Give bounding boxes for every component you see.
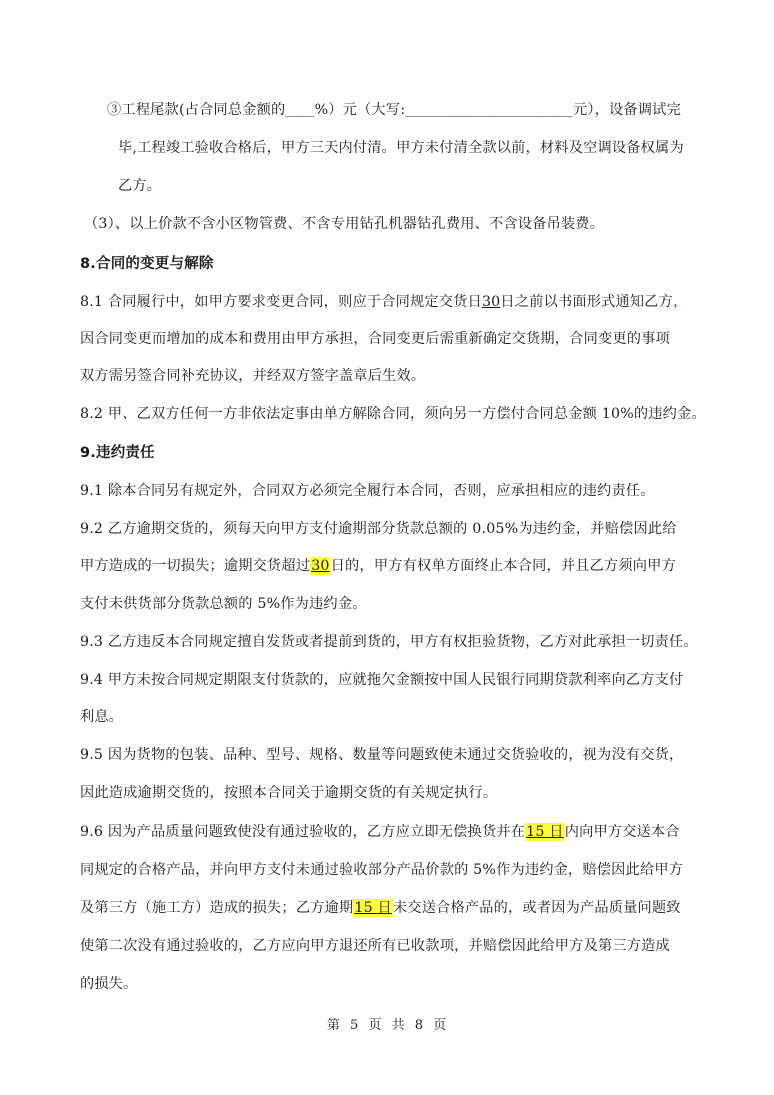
- red-comma: ，: [673, 294, 688, 310]
- clause-9-2-line1: 9.2 乙方逾期交货的，须每天向甲方支付逾期部分货款总额的 0.05%为违约金，并赔偿因此给: [80, 521, 677, 537]
- clause-9-3: 9.3 乙方违反本合同规定擅自发货或者提前到货的，甲方有权拒验货物，乙方对此承担一切责任。: [80, 634, 698, 650]
- section-8-title: 8.合同的变更与解除: [80, 256, 214, 272]
- clause-9-2-text-a: 甲方造成的一切损失；逾期交货超过: [80, 558, 311, 574]
- delivery-days-value: 30: [481, 294, 501, 310]
- footer-ye2: 页: [433, 1018, 448, 1033]
- page-footer: [0, 1014, 774, 1033]
- clause-8-1-line1: [80, 292, 700, 312]
- overdue-replacement-days-highlight: 15 日: [354, 900, 392, 916]
- clause-9-6-text-d: 未交送合格产品的，或者因为产品质量问题致: [392, 900, 681, 916]
- clause-8-1-text-a: 8.1 合同履行中，如甲方要求变更合同，则应于合同规定交货日: [80, 294, 482, 310]
- clause-9-1: 9.1 除本合同另有规定外，合同双方必须完全履行本合同，否则，应承担相应的违约责任。: [80, 483, 655, 499]
- clause-9-6-line4: 使第二次没有通过验收的，乙方应向甲方退还所有已收款项，并赔偿因此给甲方及第三方造成: [80, 938, 670, 954]
- clause-8-1-line2: 因合同变更而增加的成本和费用由甲方承担，合同变更后需重新确定交货期，合同变更的事项: [80, 331, 670, 347]
- payment-note-3: （3）、以上价款不含小区物管费、不含专用钻孔机器钻孔费用、不含设备吊装费。: [84, 216, 605, 232]
- clause-9-2-line3: 支付未供货部分货款总额的 5%作为违约金。: [80, 596, 367, 612]
- payment-item3-line1: [107, 100, 727, 120]
- clause-9-6-line5: 的损失。: [80, 976, 138, 992]
- total-page-number: 8: [414, 1018, 424, 1033]
- clause-9-6-line2: 同规定的合格产品，并向甲方支付未通过验收部分产品价款的 5%作为违约金，赔偿因此给甲方: [80, 862, 684, 878]
- clause-9-2-text-b: 日的，甲方有权单方面终止本合同，并且乙方须向甲方: [330, 558, 676, 574]
- clause-9-6-text-b: 内向甲方交送本合: [564, 824, 680, 840]
- clause-9-5-line2: 因此造成逾期交货的，按照本合同关于逾期交货的有关规定执行。: [80, 785, 498, 801]
- clause-9-4-line1: 9.4 甲方未按合同规定期限支付货款的，应就拖欠金额按中国人民银行同期贷款利率向乙方支付: [80, 672, 684, 688]
- clause-9-2-line2: [80, 556, 700, 576]
- overdue-days-highlight: 30: [311, 558, 330, 574]
- section-9-title: 9.违约责任: [80, 445, 155, 461]
- footer-di: 第: [326, 1018, 341, 1033]
- footer-ye: 页: [368, 1018, 383, 1033]
- replacement-days-highlight: 15 日: [526, 824, 564, 840]
- clause-9-6-line1: [80, 822, 700, 842]
- clause-9-4-line2: 利息。: [80, 709, 124, 725]
- current-page-number: 5: [349, 1018, 360, 1033]
- payment-item3-text-b: %）元（大写:: [314, 102, 406, 118]
- percentage-blank: ____: [285, 102, 315, 118]
- payment-item3-line2: 毕,工程竣工验收合格后，甲方三天内付清。甲方未付清全款以前，材料及空调设备权属为: [118, 140, 684, 156]
- clause-8-2: 8.2 甲、乙双方任何一方非依法定事由单方解除合同，须向另一方偿付合同总金额 10%的违约金。: [80, 406, 706, 422]
- payment-item3-text-a: ③工程尾款(占合同总金额的: [107, 102, 286, 118]
- clause-9-6-line3: [80, 898, 700, 918]
- clause-9-5-line1: 9.5 因为货物的包装、品种、型号、规格、数量等问题致使未通过交货验收的，视为没有交货，: [80, 747, 684, 763]
- footer-gong: 共: [391, 1018, 406, 1033]
- clause-9-6-text-c: 及第三方（施工方）造成的损失；乙方逾期: [80, 900, 354, 916]
- amount-in-words-blank: _______________________: [405, 102, 573, 118]
- payment-item3-text-c: 元），设备调试完: [572, 102, 681, 118]
- payment-item3-line3: 乙方。: [118, 178, 162, 194]
- clause-9-6-text-a: 9.6 因为产品质量问题致使没有通过验收的，乙方应立即无偿换货并在: [80, 824, 526, 840]
- clause-8-1-text-b: 日之前以书面形式通知乙方: [500, 294, 674, 310]
- clause-8-1-line3: 双方需另签合同补充协议，并经双方签字盖章后生效。: [80, 368, 426, 384]
